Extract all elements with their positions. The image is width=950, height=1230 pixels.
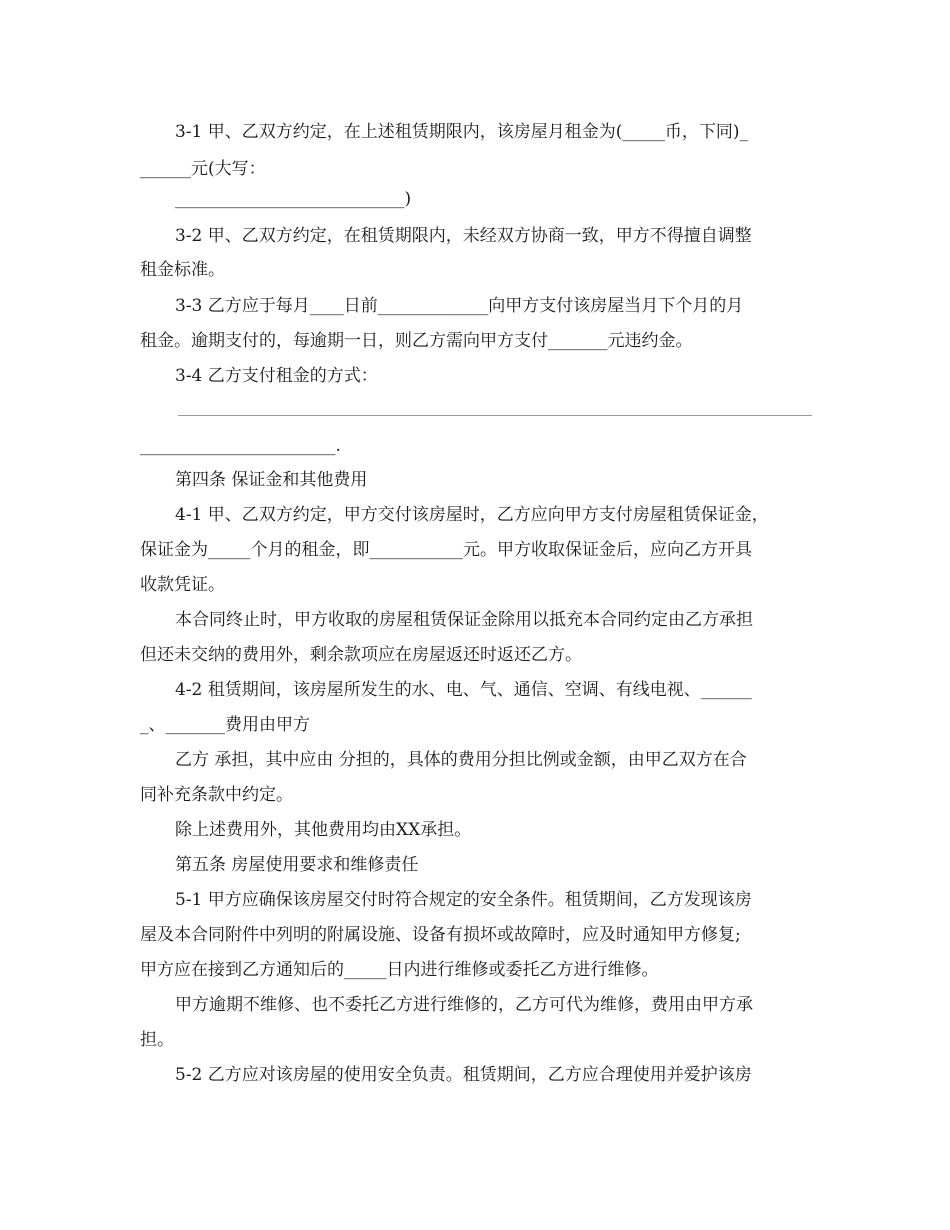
- clause-5-1-line-1: 5-1 甲方应确保该房屋交付时符合规定的安全条件。租赁期间，乙方发现该房: [175, 890, 752, 910]
- termination-paragraph-line-1: 本合同终止时，甲方收取的房屋租赁保证金除用以抵充本合同约定由乙方承担: [175, 610, 753, 630]
- clause-4-2-line-1: 4-2 租赁期间，该房屋所发生的水、电、气、通信、空调、有线电视、______: [175, 680, 752, 700]
- clause-5-1-line-2: 屋及本合同附件中列明的附属设施、设备有损坏或故障时，应及时通知甲方修复;: [140, 925, 741, 945]
- clause-3-2-line-2: 租金标准。: [140, 260, 225, 280]
- clause-3-1-line-2: ______元(大写：: [140, 159, 266, 179]
- other-fees-paragraph: 除上述费用外，其他费用均由XX承担。: [175, 820, 472, 840]
- clause-4-2-line-4: 同补充条款中约定。: [140, 785, 293, 805]
- clause-3-1-line-1: 3-1 甲、乙双方约定，在上述租赁期限内，该房屋月租金为(_____币，下同)_: [175, 122, 749, 142]
- article-4-heading: 第四条 保证金和其他费用: [175, 470, 368, 490]
- article-5-heading: 第五条 房屋使用要求和维修责任: [175, 855, 419, 875]
- clause-3-3-line-2: 租金。逾期支付的，每逾期一日，则乙方需向甲方支付_______元违约金。: [140, 331, 693, 351]
- payment-method-blank-line: [178, 415, 812, 416]
- clause-4-2-line-3: 乙方 承担，其中应由 分担的，具体的费用分担比例或金额，由甲乙双方在合: [175, 750, 747, 770]
- termination-paragraph-line-2: 但还未交纳的费用外，剩余款项应在房屋返还时返还乙方。: [140, 645, 582, 665]
- clause-4-1-line-1: 4-1 甲、乙双方约定，甲方交付该房屋时，乙方应向甲方支付房屋租赁保证金，: [175, 505, 769, 525]
- clause-4-1-line-3: 收款凭证。: [140, 575, 225, 595]
- clause-4-1-line-2: 保证金为_____个月的租金，即___________元。甲方收取保证金后，应向乙方开具: [140, 540, 752, 560]
- clause-4-2-line-2: _、_______费用由甲方: [140, 715, 310, 735]
- clause-3-2-line-1: 3-2 甲、乙双方约定，在租赁期限内，未经双方协商一致，甲方不得擅自调整: [175, 226, 752, 246]
- clause-3-4-line-1: 3-4 乙方支付租金的方式：: [175, 366, 378, 386]
- clause-5-1-line-3: 甲方应在接到乙方通知后的_____日内进行维修或委托乙方进行维修。: [140, 960, 659, 980]
- overdue-repair-paragraph-line-1: 甲方逾期不维修、也不委托乙方进行维修的，乙方可代为维修，费用由甲方承: [175, 995, 753, 1015]
- overdue-repair-paragraph-line-2: 担。: [140, 1030, 174, 1050]
- clause-3-1-line-3: ___________________________): [175, 189, 412, 209]
- clause-5-2-line-1: 5-2 乙方应对该房屋的使用安全负责。租赁期间，乙方应合理使用并爱护该房: [175, 1065, 752, 1085]
- clause-3-4-line-2: _______________________.: [140, 436, 341, 456]
- clause-3-3-line-1: 3-3 乙方应于每月____日前_____________向甲方支付该房屋当月下个月的月: [175, 296, 744, 316]
